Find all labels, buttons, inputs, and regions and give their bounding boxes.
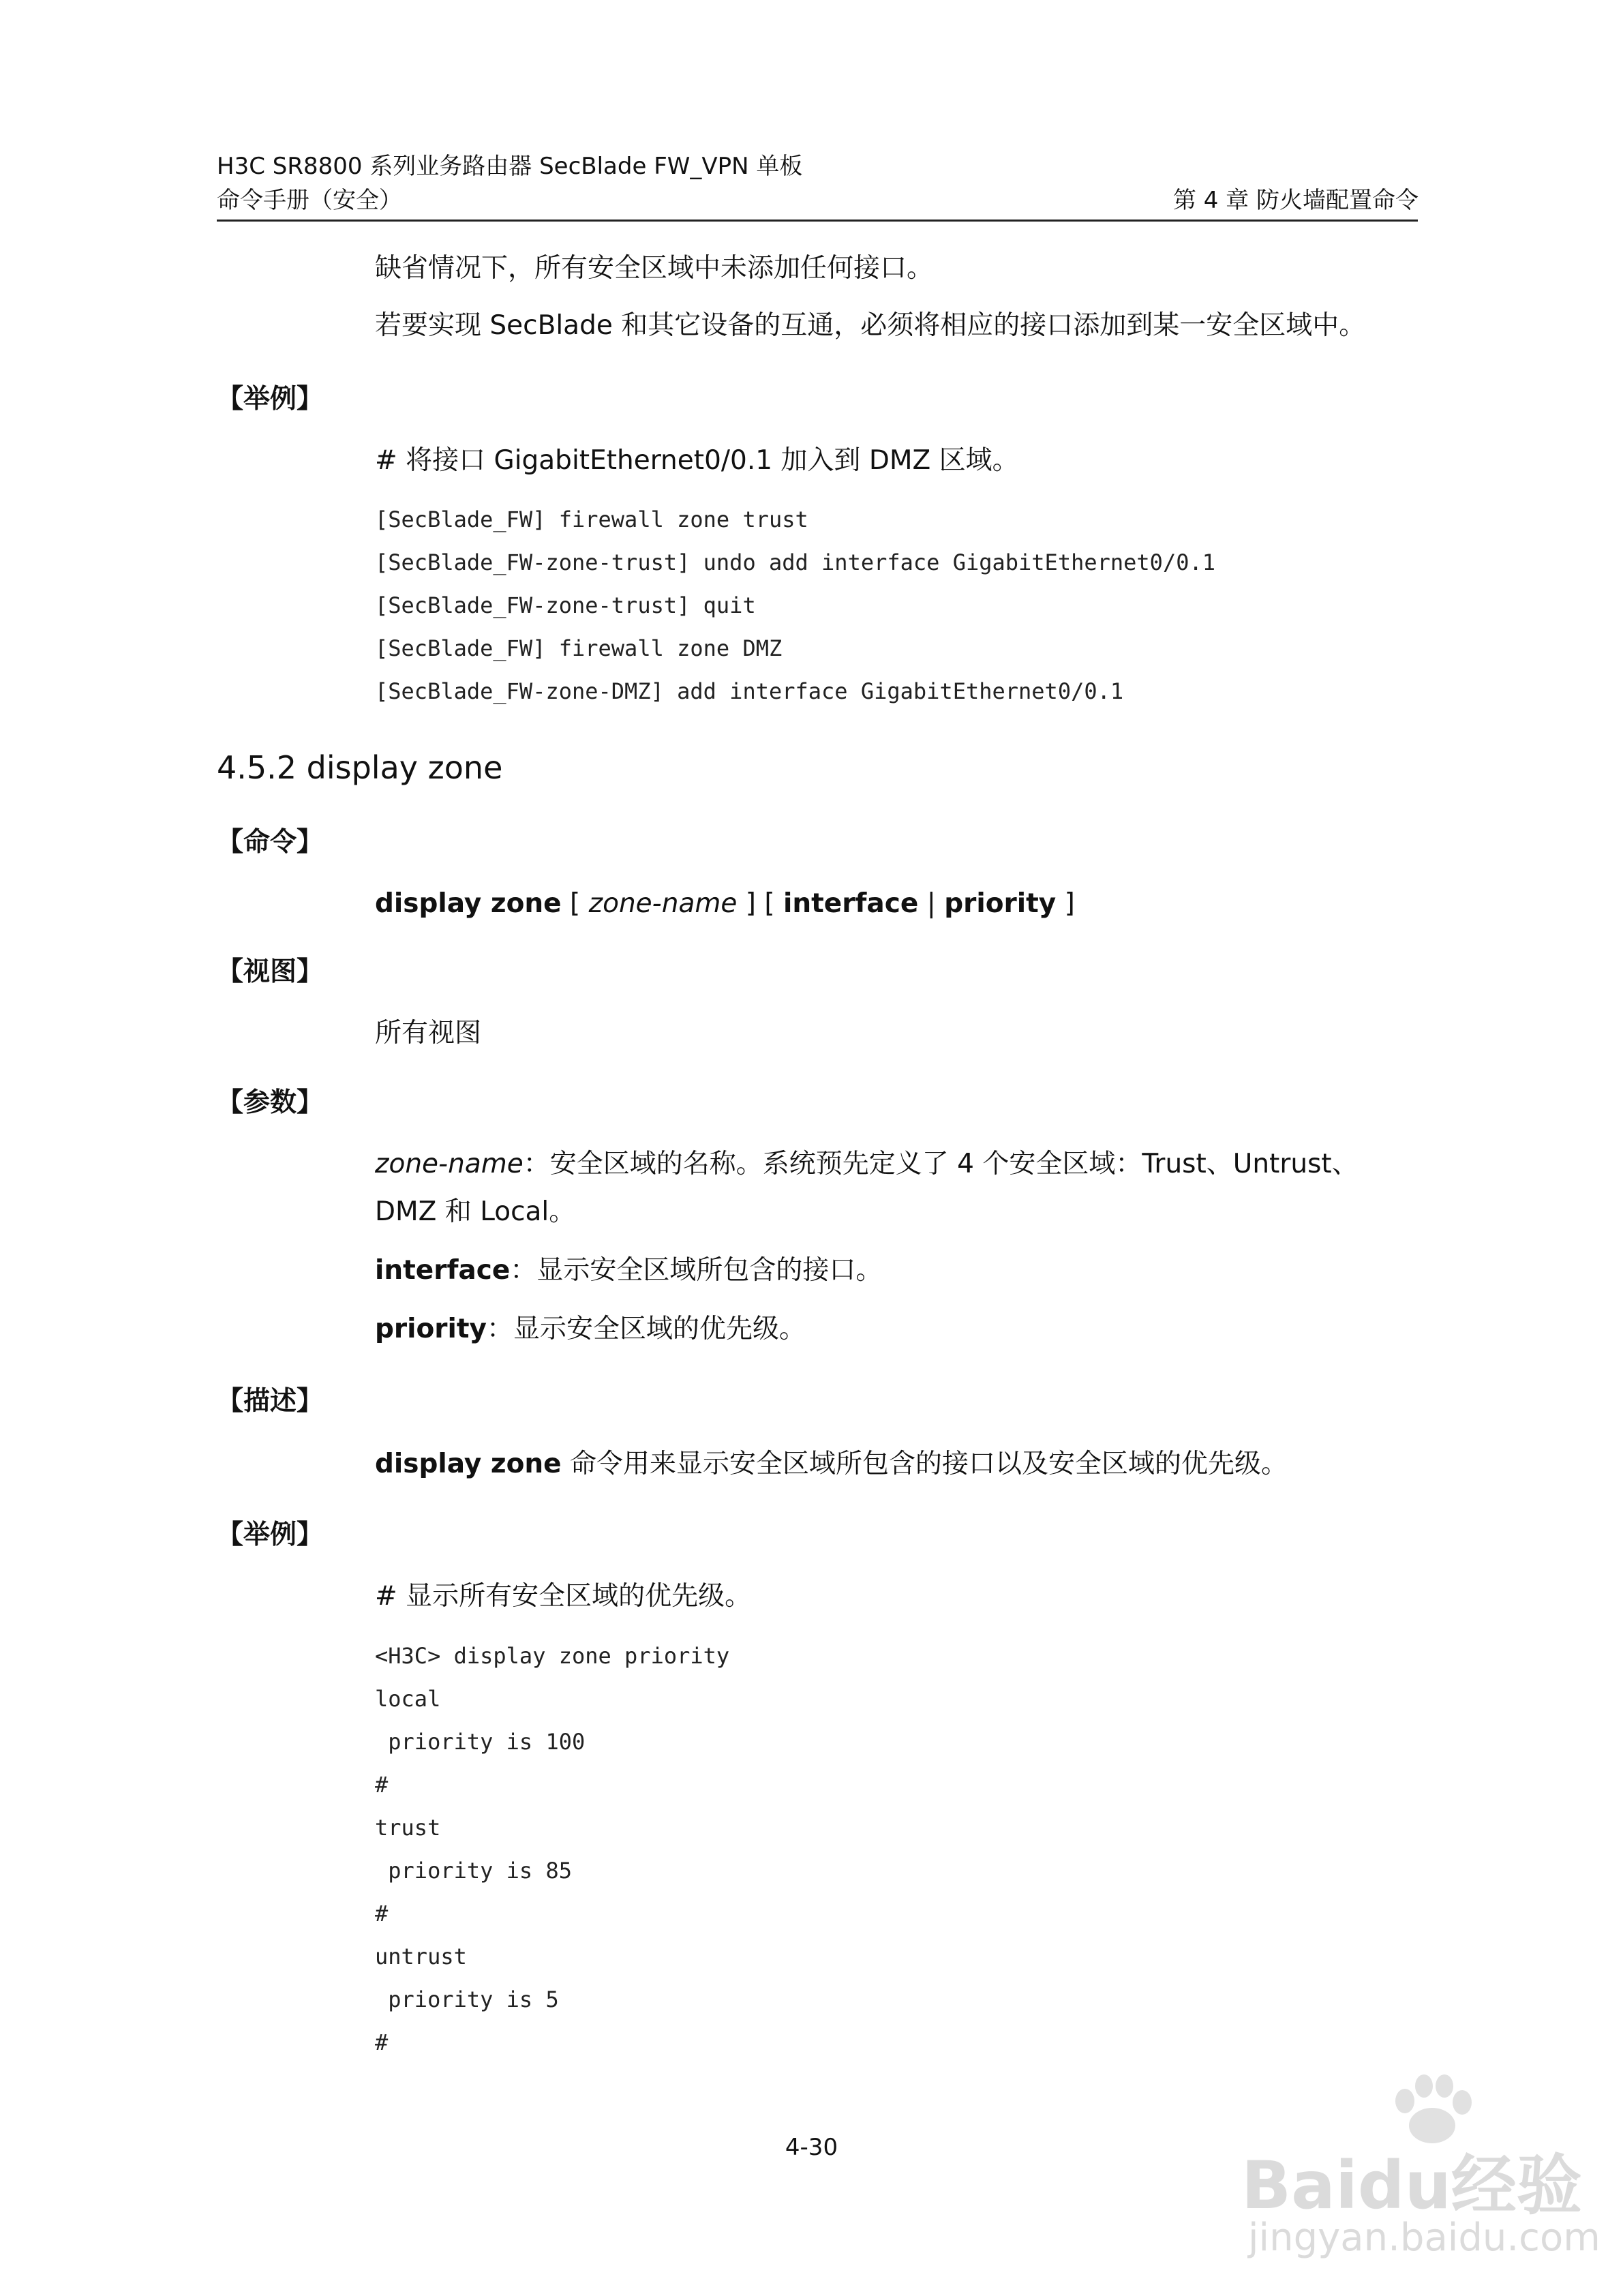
command-punct: ] [ — [737, 888, 783, 919]
command-arg-priority: priority — [944, 888, 1057, 919]
param-desc: ：显示安全区域所包含的接口。 — [510, 1255, 883, 1286]
code-line: priority is 100 — [375, 1729, 586, 1755]
command-punct: ] — [1056, 888, 1075, 919]
code-line: [SecBlade_FW] firewall zone DMZ — [375, 635, 783, 661]
watermark-url: jingyan.baidu.com — [1248, 2216, 1601, 2260]
command-arg-zone-name: zone-name — [588, 888, 738, 919]
command-keyword: display zone — [375, 888, 562, 919]
param-priority — [375, 1312, 806, 1347]
param-desc: ：安全区域的名称。系统预先定义了 4 个安全区域：Trust、Untrust、 — [523, 1149, 1359, 1179]
params-label: 【参数】 — [217, 1087, 324, 1118]
command-syntax — [375, 886, 1075, 922]
code-line: untrust — [375, 1944, 467, 1969]
param-term: interface — [375, 1255, 511, 1286]
description-term: display zone — [375, 1449, 562, 1479]
code-line: priority is 85 — [375, 1858, 572, 1884]
param-term: priority — [375, 1314, 487, 1344]
code-line: # — [375, 1901, 389, 1927]
header-title: H3C SR8800 系列业务路由器 SecBlade FW_VPN 单板 — [217, 153, 803, 180]
header-subtitle: 命令手册（安全） — [217, 187, 402, 214]
baidu-watermark — [1241, 2072, 1601, 2277]
code-line: [SecBlade_FW-zone-trust] undo add interface GigabitEthernet0/0.1 — [375, 549, 1215, 575]
description-label: 【描述】 — [217, 1386, 324, 1417]
header-rule — [217, 220, 1418, 222]
example-desc-2: # 显示所有安全区域的优先级。 — [375, 1581, 752, 1612]
description-text — [375, 1447, 1288, 1482]
param-interface — [375, 1253, 882, 1288]
default-text: 缺省情况下，所有安全区域中未添加任何接口。 — [375, 253, 934, 284]
view-text: 所有视图 — [375, 1018, 482, 1048]
code-line: # — [375, 1772, 389, 1798]
view-label: 【视图】 — [217, 956, 324, 987]
command-punct: | — [918, 888, 945, 919]
code-line: [SecBlade_FW] firewall zone trust — [375, 507, 808, 532]
command-punct: [ — [561, 888, 589, 919]
example-label-1: 【举例】 — [217, 384, 324, 414]
header-chapter: 第 4 章 防火墙配置命令 — [1172, 187, 1419, 214]
param-zone-name-cont: DMZ 和 Local。 — [375, 1196, 576, 1227]
param-desc: ：显示安全区域的优先级。 — [486, 1314, 806, 1344]
code-line: local — [375, 1686, 441, 1712]
code-line: # — [375, 2029, 389, 2055]
watermark-brand: Baidu经验 — [1241, 2147, 1582, 2224]
code-line: trust — [375, 1815, 441, 1841]
code-line: [SecBlade_FW-zone-trust] quit — [375, 592, 756, 618]
command-arg-interface: interface — [783, 888, 919, 919]
code-line: <H3C> display zone priority — [375, 1643, 730, 1669]
code-line: priority is 5 — [375, 1987, 559, 2012]
section-title: 4.5.2 display zone — [217, 749, 503, 786]
interop-text: 若要实现 SecBlade 和其它设备的互通，必须将相应的接口添加到某一安全区域中。 — [375, 310, 1366, 341]
param-term: zone-name — [375, 1149, 524, 1179]
description-body: 命令用来显示安全区域所包含的接口以及安全区域的优先级。 — [561, 1449, 1288, 1479]
code-line: [SecBlade_FW-zone-DMZ] add interface GigabitEthernet0/0.1 — [375, 678, 1124, 704]
page-number: 4-30 — [785, 2134, 838, 2161]
command-label: 【命令】 — [217, 827, 324, 858]
param-zone-name — [375, 1147, 1359, 1182]
example-label-2: 【举例】 — [217, 1520, 324, 1550]
example-desc-1: # 将接口 GigabitEthernet0/0.1 加入到 DMZ 区域。 — [375, 445, 1019, 476]
